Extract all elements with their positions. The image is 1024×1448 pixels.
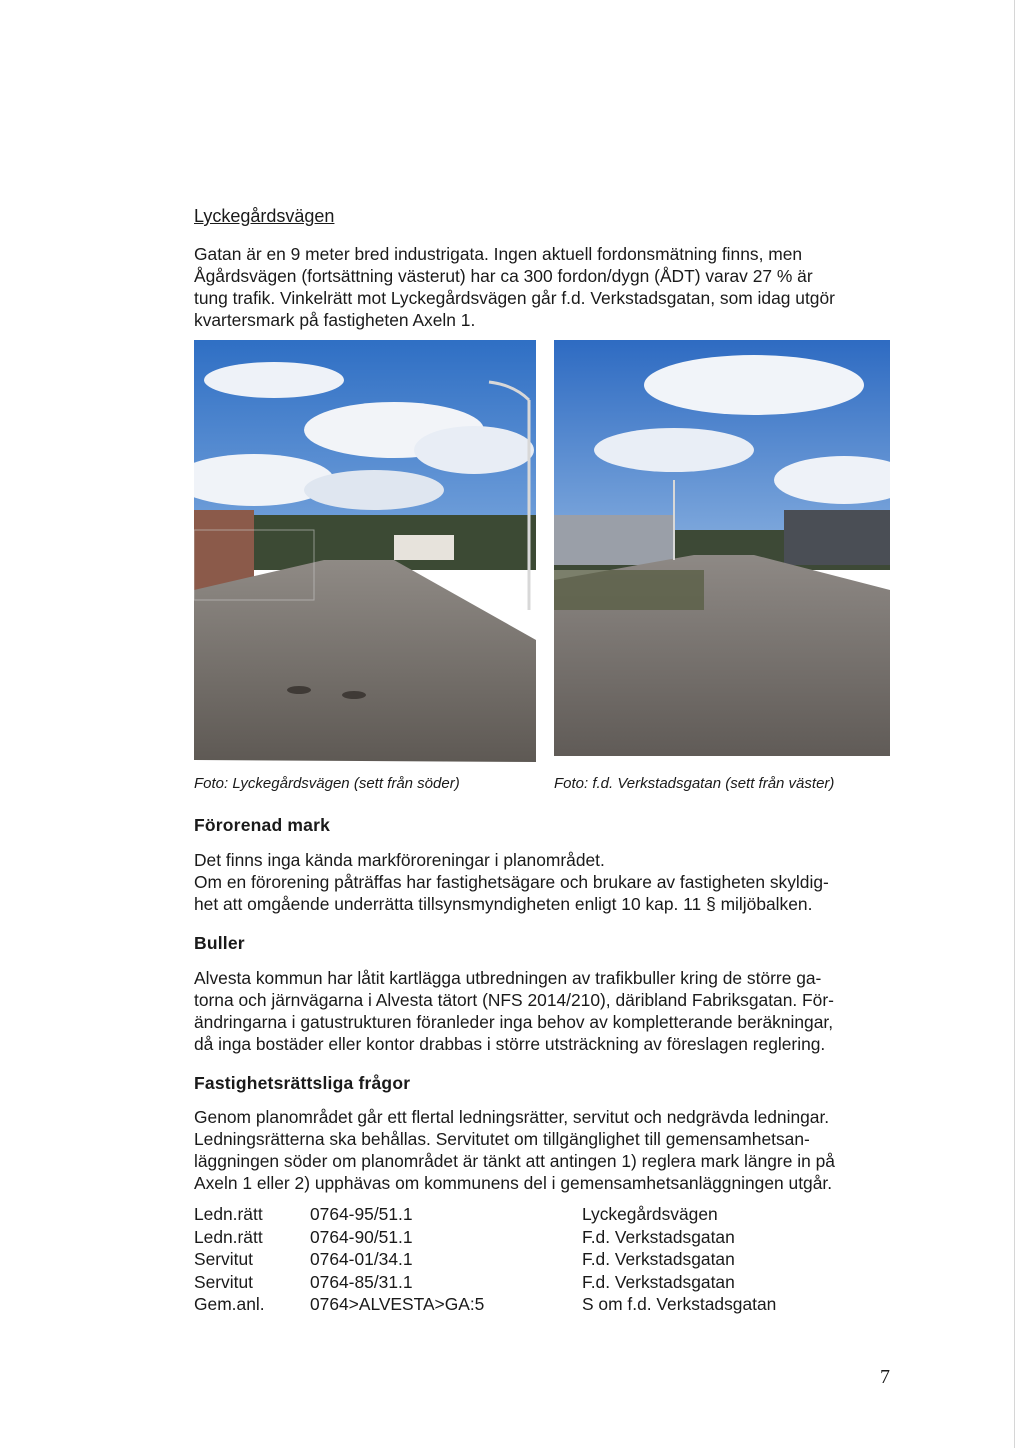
text-line: torna och järnvägarna i Alvesta tätort (NFS 2014/210), däribland Fabriksgatan. För-	[194, 990, 834, 1010]
heading-buller: Buller	[194, 933, 245, 953]
right-location: F.d. Verkstadsgatan	[582, 1249, 735, 1269]
text-line: då inga bostäder eller kontor drabbas i större utsträckning av föreslagen reglering.	[194, 1034, 826, 1054]
right-type: Servitut	[194, 1271, 253, 1292]
heading-fastighetsrattsliga-fragor: Fastighetsrättsliga frågor	[194, 1073, 411, 1093]
heading-lyckegardsvagen: Lyckegårdsvägen	[194, 206, 335, 226]
photo-lyckegardsvagen	[194, 340, 536, 762]
table-row	[194, 1271, 776, 1294]
text-line: kvartersmark på fastigheten Axeln 1.	[194, 310, 476, 330]
paragraph-fastighet	[194, 1106, 894, 1194]
page-number: 7	[880, 1366, 890, 1388]
paragraph-fororenad	[194, 849, 894, 915]
caption-left-photo: Foto: Lyckegårdsvägen (sett från söder)	[194, 775, 460, 792]
heading-fororenad-mark: Förorenad mark	[194, 815, 331, 835]
text-line: Ledningsrätterna ska behållas. Servitutet om tillgänglighet till gemensamhetsan-	[194, 1129, 810, 1149]
photo-verkstadsgatan	[554, 340, 890, 756]
right-id: 0764-95/51.1	[310, 1204, 413, 1224]
table-row	[194, 1203, 776, 1226]
text-line: ändringarna i gatustrukturen föranleder inga behov av kompletterande beräkningar,	[194, 1012, 834, 1032]
right-id: 0764-85/31.1	[310, 1271, 413, 1292]
table-row	[194, 1226, 776, 1249]
rights-table	[194, 1203, 776, 1316]
table-row	[194, 1248, 776, 1271]
text-line: läggningen söder om planområdet är tänkt att antingen 1) reglera mark längre in på	[194, 1151, 835, 1171]
text-line: Om en förorening påträffas har fastighetsägare och brukare av fastigheten skyldig-	[194, 872, 829, 892]
right-type: Servitut	[194, 1249, 253, 1269]
right-location: F.d. Verkstadsgatan	[582, 1271, 735, 1292]
text-line: Gatan är en 9 meter bred industrigata. Ingen aktuell fordonsmätning finns, men	[194, 244, 803, 264]
text-line: tung trafik. Vinkelrätt mot Lyckegårdsvägen går f.d. Verkstadsgatan, som idag utgör	[194, 288, 835, 308]
right-type: Ledn.rätt	[194, 1204, 263, 1224]
caption-right-photo: Foto: f.d. Verkstadsgatan (sett från väster)	[554, 775, 835, 792]
scan-edge-line	[1014, 0, 1015, 1448]
text-line: Genom planområdet går ett flertal ledningsrätter, servitut och nedgrävda ledningar.	[194, 1107, 830, 1127]
text-line: Axeln 1 eller 2) upphävas om kommunens del i gemensamhetsanläggningen utgår.	[194, 1173, 833, 1193]
right-location: Lyckegårdsvägen	[582, 1204, 718, 1224]
paragraph-buller	[194, 967, 894, 1055]
right-type: Ledn.rätt	[194, 1226, 263, 1247]
text-line: het att omgående underrätta tillsynsmyndigheten enligt 10 kap. 11 § miljöbalken.	[194, 894, 813, 914]
right-location: F.d. Verkstadsgatan	[582, 1226, 735, 1247]
text-line: Det finns inga kända markföroreningar i planområdet.	[194, 850, 605, 870]
right-location: S om f.d. Verkstadsgatan	[582, 1294, 777, 1314]
right-type: Gem.anl.	[194, 1294, 265, 1314]
right-id: 0764-90/51.1	[310, 1226, 413, 1247]
text-line: Ågårdsvägen (fortsättning västerut) har ca 300 fordon/dygn (ÅDT) varav 27 % är	[194, 266, 813, 286]
paragraph-lyckegard	[194, 243, 894, 331]
table-row	[194, 1293, 776, 1316]
text-line: Alvesta kommun har låtit kartlägga utbredningen av trafikbuller kring de större ga-	[194, 968, 822, 988]
right-id: 0764>ALVESTA>GA:5	[310, 1294, 485, 1314]
right-id: 0764-01/34.1	[310, 1249, 413, 1269]
